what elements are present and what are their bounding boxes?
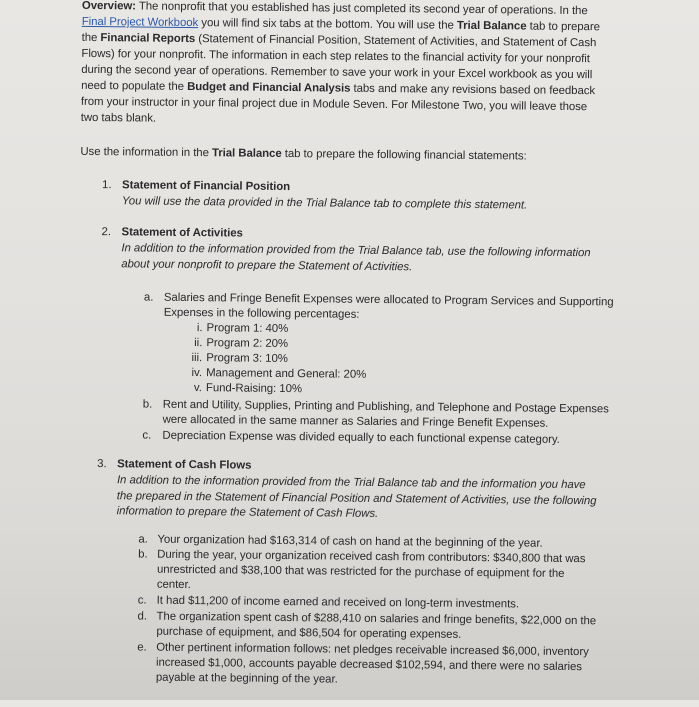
overview-text: The nonprofit that you established has just completed its second year of operations. In the — [135, 0, 588, 18]
section-2-title: Statement of Activities — [121, 226, 243, 240]
s3-item-e-line-2: increased $1,000, accounts payable decreased $102,594, and there were no salaries — [156, 656, 583, 674]
intro-text: tab to prepare the following financial statements: — [281, 147, 527, 163]
s2-sub-ii-text: Program 2: 20% — [206, 337, 289, 351]
overview-text: you will find six tabs at the bottom. You will use the — [198, 17, 457, 32]
section-3-desc-2: the prepared in the Statement of Financial Position and Statement of Activities, use the following — [116, 490, 597, 508]
s2-item-b-mark: b. — [142, 398, 153, 411]
final-project-workbook-link[interactable]: Final Project Workbook — [81, 15, 199, 30]
s2-item-b-line-2: were allocated in the same manner as Salaries and Fringe Benefit Expenses. — [162, 413, 549, 430]
overview-text: need to populate the — [81, 79, 188, 93]
s2-item-a-line-1: Salaries and Fringe Benefit Expenses were allocated to Program Services and Supporting — [163, 291, 614, 309]
overview-line-8: two tabs blank. — [80, 111, 157, 125]
overview-line-4: Flows) for your nonprofit. The information in each step relates to the financial activity for your nonprofit — [81, 47, 590, 66]
overview-text: tabs and make any revisions based on feedback — [350, 82, 596, 98]
section-2-desc-1: In addition to the information provided from the Trial Balance tab, use the following information — [121, 242, 591, 260]
overview-label: Overview: — [81, 0, 137, 13]
trial-balance-bold: Trial Balance — [211, 147, 282, 160]
s3-item-c-mark: c. — [137, 594, 147, 607]
overview-line-5: during the second year of operations. Remember to save your work in your Excel workbook as you will — [81, 63, 593, 82]
s2-item-a-mark: a. — [143, 291, 154, 304]
trial-balance-bold: Trial Balance — [456, 19, 527, 33]
section-3-desc-3: information to prepare the Statement of Cash Flows. — [116, 505, 379, 520]
section-1-number: 1. — [102, 179, 112, 192]
s3-item-b-line-3: center. — [156, 578, 191, 592]
s2-sub-i-text: Program 1: 40% — [206, 322, 289, 336]
section-3-title: Statement of Cash Flows — [117, 458, 252, 472]
section-2-desc-2: about your nonprofit to prepare the Statement of Activities. — [121, 258, 413, 274]
s3-item-e-line-1: Other pertinent information follows: net pledges receivable increased $6,000, inventory — [156, 641, 589, 659]
s3-item-b-line-2: unrestricted and $38,100 that was restricted for the purchase of equipment for the — [156, 563, 565, 580]
s2-sub-ii-mark: ii. — [194, 337, 203, 350]
s2-item-c-mark: c. — [142, 429, 152, 442]
section-1-desc: You will use the data provided in the Trial Balance tab to complete this statement. — [121, 195, 528, 212]
s2-sub-iv-text: Management and General: 20% — [206, 367, 367, 381]
s3-item-b-line-1: During the year, your organization received cash from contributors: $340,800 that was — [157, 548, 586, 566]
intro-line — [80, 145, 526, 164]
section-3-desc-1: In addition to the information provided from the Trial Balance tab and the information you have — [116, 474, 586, 492]
section-1-title: Statement of Financial Position — [122, 179, 291, 194]
financial-reports-bold: Financial Reports — [100, 32, 196, 46]
section-2-number: 2. — [101, 226, 112, 239]
s3-item-a-mark: a. — [138, 533, 148, 546]
s2-sub-v-mark: v. — [193, 382, 203, 395]
overview-text: the — [81, 31, 101, 45]
s2-sub-v-text: Fund-Raising: 10% — [205, 382, 303, 396]
s3-item-d-line-2: purchase of equipment, and $86,504 for operating expenses. — [156, 625, 462, 641]
s2-item-c-line-1: Depreciation Expense was divided equally to each functional expense category. — [162, 429, 560, 446]
s3-item-b-mark: b. — [138, 548, 148, 561]
s3-item-e-line-3: payable at the beginning of the year. — [155, 671, 338, 686]
s3-item-e-mark: e. — [137, 641, 147, 654]
s2-sub-iii-text: Program 3: 10% — [206, 352, 288, 366]
s2-sub-i-mark: i. — [196, 322, 203, 335]
intro-text: Use the information in the — [80, 145, 213, 160]
s2-item-b-line-1: Rent and Utility, Supplies, Printing and Publishing, and Telephone and Postage Expenses — [162, 398, 609, 416]
overview-line-7: from your instructor in your final project due in Module Seven. For Milestone Two, you will leave those — [80, 95, 588, 114]
budget-analysis-bold: Budget and Financial Analysis — [187, 80, 351, 95]
s3-item-d-mark: d. — [137, 610, 148, 623]
s2-sub-iv-mark: iv. — [191, 367, 203, 380]
s2-item-a-line-2: Expenses in the following percentages: — [163, 306, 360, 321]
s2-sub-iii-mark: iii. — [191, 352, 203, 365]
overview-text: (Statement of Financial Position, Statement of Activities, and Statement of Cash — [195, 33, 597, 50]
overview-text: tab to prepare — [526, 20, 600, 34]
section-3-number: 3. — [97, 458, 107, 471]
s3-item-a-line-1: Your organization had $163,314 of cash on hand at the beginning of the year. — [157, 533, 543, 550]
s3-item-d-line-1: The organization spent cash of $288,410 on salaries and fringe benefits, $22,000 on the — [156, 610, 597, 628]
s3-item-c-line-1: It had $11,200 of income earned and received on long-term investments. — [156, 594, 520, 611]
